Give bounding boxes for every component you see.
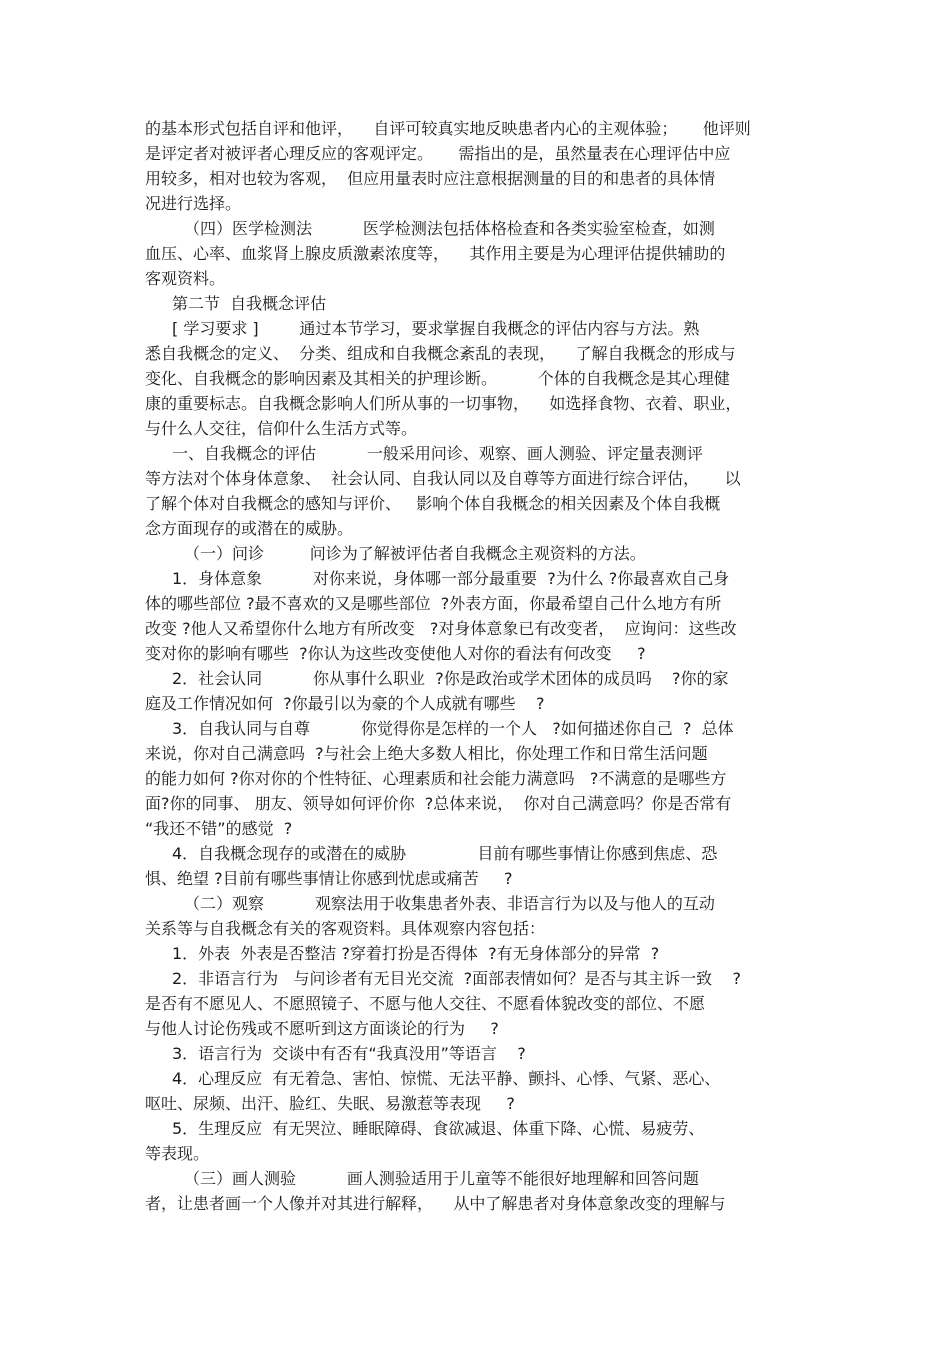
text-line: 的基本形式包括自评和他评， 自评可较真实地反映患者内心的主观体验； 他评则 — [145, 119, 751, 138]
text-line: 了解个体对自我概念的感知与评价、 影响个体自我概念的相关因素及个体自我概 — [145, 494, 721, 513]
text-line: 的能力如何 ?你对你的个性特征、心理素质和社会能力满意吗 ?不满意的是哪些方 — [145, 769, 727, 788]
list-item: 3．自我认同与自尊 你觉得你是怎样的一个人 ?如何描述你自己 ? 总体 — [172, 719, 734, 738]
text-line: 庭及工作情况如何 ?你最引以为豪的个人成就有哪些 ? — [145, 694, 545, 713]
text-line: 与他人讨论伤残或不愿听到这方面谈论的行为 ? — [145, 1019, 499, 1038]
list-item: 4．自我概念现存的或潜在的威胁 目前有哪些事情让你感到焦虑、恐 — [172, 844, 718, 863]
text-line: 与什么人交往，信仰什么生活方式等。 — [145, 419, 418, 438]
learning-requirements: [ 学习要求 ] 通过本节学习，要求掌握自我概念的评估内容与方法。熟 — [172, 319, 700, 338]
text-line: 康的重要标志。自我概念影响人们所从事的一切事物， 如选择食物、衣着、职业， — [145, 394, 742, 413]
section-heading: （一）问诊 问诊为了解被评估者自我概念主观资料的方法。 — [184, 544, 646, 563]
text-line: 变化、自我概念的影响因素及其相关的护理诊断。 个体的自我概念是其心理健 — [145, 369, 730, 388]
text-line: 改变 ?他人又希望你什么地方有所改变 ?对身体意象已有改变者， 应询问：这些改 — [145, 619, 737, 638]
text-line: 客观资料。 — [145, 269, 226, 288]
list-item: 1．外表 外表是否整洁 ?穿着打扮是否得体 ?有无身体部分的异常 ? — [172, 944, 660, 963]
text-line: 等方法对个体身体意象、 社会认同、自我认同以及自尊等方面进行综合评估， 以 — [145, 469, 741, 488]
text-line: 呕吐、尿频、出汗、脸红、失眠、易激惹等表现 ? — [145, 1094, 515, 1113]
text-line: 来说，你对自己满意吗 ?与社会上绝大多数人相比，你处理工作和日常生活问题 — [145, 744, 708, 763]
text-line: 是评定者对被评者心理反应的客观评定。 需指出的是，虽然量表在心理评估中应 — [145, 144, 731, 163]
text-line: 念方面现存的或潜在的威胁。 — [145, 519, 354, 538]
text-line: 况进行选择。 — [145, 194, 242, 213]
section-heading: （四）医学检测法 医学检测法包括体格检查和各类实验室检查，如测 — [184, 219, 715, 238]
text-line: 变对你的影响有哪些 ?你认为这些改变使他人对你的看法有何改变 ? — [145, 644, 646, 663]
text-line: 面?你的同事、 朋友、领导如何评价你 ?总体来说， 你对自己满意吗？你是否常有 — [145, 794, 732, 813]
list-item: 3．语言行为 交谈中有否有“我真没用”等语言 ? — [172, 1044, 526, 1063]
text-line: 等表现。 — [145, 1144, 210, 1163]
list-item: 5．生理反应 有无哭泣、睡眠障碍、食欲减退、体重下降、心慌、易疲劳、 — [172, 1119, 705, 1138]
list-item: 2．社会认同 你从事什么职业 ?你是政治或学术团体的成员吗 ?你的家 — [172, 669, 729, 688]
text-line: 惧、绝望 ?目前有哪些事情让你感到忧虑或痛苦 ? — [145, 869, 513, 888]
text-line: 用较多，相对也较为客观， 但应用量表时应注意根据测量的目的和患者的具体情 — [145, 169, 716, 188]
list-item: 1．身体意象 对你来说，身体哪一部分最重要 ?为什么 ?你最喜欢自己身 — [172, 569, 730, 588]
text-line: 悉自我概念的定义、 分类、组成和自我概念紊乱的表现， 了解自我概念的形成与 — [145, 344, 736, 363]
text-line: 关系等与自我概念有关的客观资料。具体观察内容包括： — [145, 919, 546, 938]
list-item: 2．非语言行为 与问诊者有无目光交流 ?面部表情如何？是否与其主诉一致 ? — [172, 969, 741, 988]
text-line: 体的哪些部位 ?最不喜欢的又是哪些部位 ?外表方面，你最希望自己什么地方有所 — [145, 594, 722, 613]
text-line: “我还不错”的感觉 ? — [145, 819, 293, 838]
list-item: 4．心理反应 有无着急、害怕、惊慌、无法平静、颤抖、心悸、气紧、恶心、 — [172, 1069, 721, 1088]
section-title: 第二节 自我概念评估 — [172, 294, 327, 313]
section-heading: （三）画人测验 画人测验适用于儿童等不能很好地理解和回答问题 — [184, 1169, 699, 1188]
text-line: 是否有不愿见人、不愿照镜子、不愿与他人交往、不愿看体貌改变的部位、不愿 — [145, 994, 706, 1013]
section-heading: 一、自我概念的评估 一般采用问诊、观察、画人测验、评定量表测评 — [172, 444, 703, 463]
section-heading: （二）观察 观察法用于收集患者外表、非语言行为以及与他人的互动 — [184, 894, 715, 913]
text-line: 血压、心率、血浆肾上腺皮质激素浓度等， 其作用主要是为心理评估提供辅助的 — [145, 244, 726, 263]
text-line: 者，让患者画一个人像并对其进行解释， 从中了解患者对身体意象改变的理解与 — [145, 1194, 726, 1213]
